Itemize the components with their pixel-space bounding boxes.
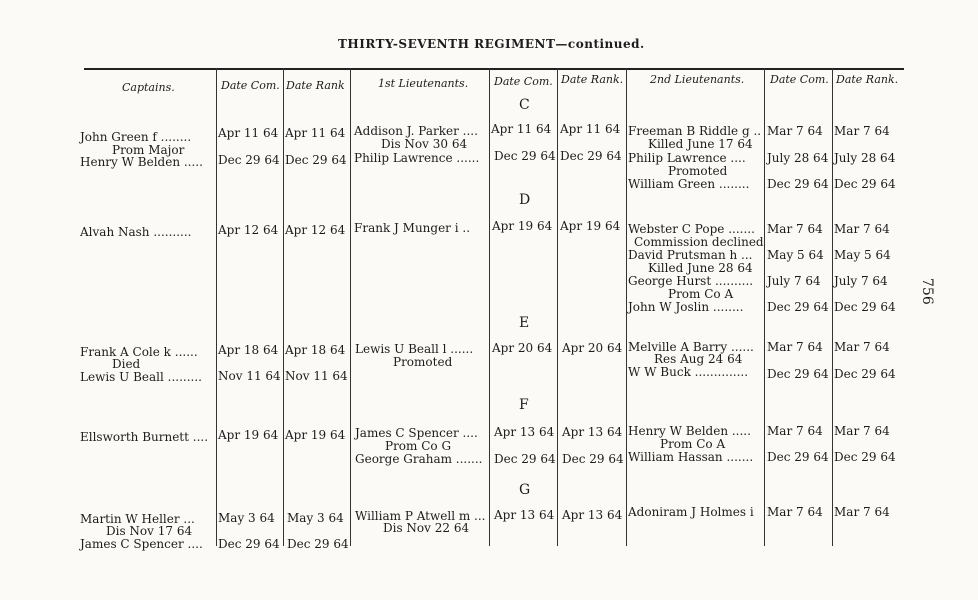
captain-name: John Green f ........	[80, 130, 192, 144]
captain-date-rank: Nov 11 64	[285, 369, 348, 383]
first-lt-date-rank: Apr 11 64	[560, 122, 621, 136]
second-lt-date-rank: May 5 64	[834, 248, 891, 262]
second-lt-name: George Hurst ..........	[628, 274, 754, 288]
second-lt-date-rank: Mar 7 64	[834, 124, 890, 138]
second-lt-date-rank: Mar 7 64	[834, 424, 890, 438]
first-lt-name: Addison J. Parker ....	[354, 124, 478, 138]
first-lt-date-com: Dec 29 64	[494, 149, 556, 163]
second-lt-date-com: Dec 29 64	[767, 300, 829, 314]
first-lt-name: Lewis U Beall l ......	[355, 342, 474, 356]
page-title: THIRTY-SEVENTH REGIMENT—continued.	[338, 37, 645, 51]
captain-note: Dis Nov 17 64	[106, 524, 193, 538]
second-lt-date-rank: July 28 64	[834, 151, 896, 165]
captain-date-rank: Dec 29 64	[285, 153, 347, 167]
first-lt-note: Dis Nov 30 64	[381, 137, 468, 151]
second-lt-note: Prom Co A	[660, 437, 726, 451]
captain-name: Henry W Belden .....	[80, 155, 203, 169]
column-divider	[832, 68, 833, 546]
header-date-com: Date Com.	[221, 79, 280, 92]
first-lt-note: Dis Nov 22 64	[383, 521, 470, 535]
company-letter: C	[519, 97, 530, 113]
second-lt-date-com: May 5 64	[767, 248, 824, 262]
first-lt-name: William P Atwell m ...	[355, 509, 486, 523]
captain-date-com: Dec 29 64	[218, 153, 280, 167]
header-captains: Captains.	[122, 81, 175, 94]
first-lt-date-rank: Dec 29 64	[560, 149, 622, 163]
second-lt-date-com: July 28 64	[767, 151, 829, 165]
captain-date-rank: Apr 11 64	[285, 126, 346, 140]
second-lt-name: Melville A Barry ......	[628, 340, 754, 354]
captain-date-rank: Apr 18 64	[285, 343, 346, 357]
first-lt-date-com: Apr 11 64	[491, 122, 552, 136]
captain-date-com: May 3 64	[218, 511, 275, 525]
captain-date-com: Apr 18 64	[218, 343, 279, 357]
first-lt-date-com: Dec 29 64	[494, 452, 556, 466]
header-date-com: Date Com.	[494, 75, 553, 88]
second-lt-date-rank: July 7 64	[834, 274, 888, 288]
captain-date-rank: Dec 29 64	[287, 537, 349, 551]
captain-date-com: Apr 11 64	[218, 126, 279, 140]
header-date-rank: Date Rank	[286, 79, 345, 92]
captain-name: Martin W Heller ...	[80, 512, 195, 526]
first-lt-date-com: Apr 13 64	[494, 508, 555, 522]
first-lt-note: Prom Co G	[385, 439, 452, 453]
second-lt-date-com: July 7 64	[767, 274, 821, 288]
second-lt-name: Adoniram J Holmes i	[628, 505, 754, 519]
column-divider	[557, 68, 558, 546]
second-lt-date-com: Mar 7 64	[767, 424, 823, 438]
first-lt-date-rank: Apr 13 64	[562, 508, 623, 522]
captain-date-com: Nov 11 64	[218, 369, 281, 383]
second-lt-date-rank: Mar 7 64	[834, 340, 890, 354]
first-lt-date-rank: Apr 13 64	[562, 425, 623, 439]
second-lt-name: W W Buck ..............	[628, 365, 749, 379]
captain-date-rank: Apr 12 64	[285, 223, 346, 237]
captain-date-com: Apr 12 64	[218, 223, 279, 237]
second-lt-date-rank: Dec 29 64	[834, 300, 896, 314]
captain-name: Lewis U Beall .........	[80, 370, 202, 384]
second-lt-note: Res Aug 24 64	[654, 352, 743, 366]
captain-date-com: Dec 29 64	[218, 537, 280, 551]
table-top-rule	[84, 68, 904, 70]
second-lt-name: David Prutsman h ...	[628, 248, 753, 262]
first-lt-date-rank: Apr 20 64	[562, 341, 623, 355]
first-lt-name: George Graham .......	[355, 452, 483, 466]
first-lt-name: Frank J Munger i ..	[354, 221, 471, 235]
captain-note: Died	[112, 357, 141, 371]
second-lt-date-com: Dec 29 64	[767, 177, 829, 191]
column-divider	[626, 68, 627, 546]
second-lt-date-rank: Dec 29 64	[834, 367, 896, 381]
second-lt-name: John W Joslin ........	[628, 300, 744, 314]
company-letter: E	[519, 315, 530, 331]
captain-date-rank: May 3 64	[287, 511, 344, 525]
column-divider	[216, 68, 217, 546]
second-lt-date-com: Mar 7 64	[767, 222, 823, 236]
first-lt-name: James C Spencer ....	[355, 426, 478, 440]
second-lt-date-com: Dec 29 64	[767, 450, 829, 464]
column-divider	[489, 68, 490, 546]
company-letter: F	[519, 397, 529, 413]
first-lt-date-rank: Apr 19 64	[560, 219, 621, 233]
second-lt-name: William Hassan .......	[628, 450, 754, 464]
second-lt-date-com: Mar 7 64	[767, 340, 823, 354]
company-letter: G	[519, 482, 531, 498]
second-lt-date-rank: Mar 7 64	[834, 505, 890, 519]
captain-date-com: Apr 19 64	[218, 428, 279, 442]
header-date-com: Date Com.	[770, 73, 829, 86]
captain-note: Prom Major	[112, 143, 185, 157]
second-lt-note: Killed June 28 64	[648, 261, 753, 275]
second-lt-name: Freeman B Riddle g ..	[628, 124, 762, 138]
captain-date-rank: Apr 19 64	[285, 428, 346, 442]
second-lt-name: Henry W Belden .....	[628, 424, 751, 438]
header-date-rank: Date Rank.	[836, 73, 899, 86]
header-first-lieutenants: 1st Lieutenants.	[378, 77, 469, 90]
column-divider	[350, 68, 351, 546]
second-lt-name: Webster C Pope .......	[628, 222, 755, 236]
second-lt-note: Commission declined	[634, 235, 764, 249]
second-lt-date-com: Mar 7 64	[767, 124, 823, 138]
column-divider	[283, 68, 284, 546]
captain-name: Alvah Nash ..........	[80, 225, 192, 239]
header-second-lieutenants: 2nd Lieutenants.	[650, 73, 745, 86]
page-number: 756	[919, 278, 935, 305]
second-lt-note: Prom Co A	[668, 287, 734, 301]
captain-name: James C Spencer ....	[80, 537, 203, 551]
first-lt-date-com: Apr 19 64	[492, 219, 553, 233]
second-lt-note: Promoted	[668, 164, 728, 178]
first-lt-note: Promoted	[393, 355, 453, 369]
second-lt-date-rank: Mar 7 64	[834, 222, 890, 236]
captain-name: Frank A Cole k ......	[80, 345, 198, 359]
captain-name: Ellsworth Burnett ....	[80, 430, 209, 444]
second-lt-name: William Green ........	[628, 177, 750, 191]
first-lt-date-rank: Dec 29 64	[562, 452, 624, 466]
company-letter: D	[519, 192, 531, 208]
second-lt-date-rank: Dec 29 64	[834, 450, 896, 464]
first-lt-date-com: Apr 13 64	[494, 425, 555, 439]
header-date-rank: Date Rank.	[561, 73, 624, 86]
first-lt-name: Philip Lawrence ......	[354, 151, 480, 165]
second-lt-name: Philip Lawrence ....	[628, 151, 746, 165]
column-divider	[764, 68, 765, 546]
second-lt-date-com: Mar 7 64	[767, 505, 823, 519]
first-lt-date-com: Apr 20 64	[492, 341, 553, 355]
second-lt-date-rank: Dec 29 64	[834, 177, 896, 191]
second-lt-date-com: Dec 29 64	[767, 367, 829, 381]
second-lt-note: Killed June 17 64	[648, 137, 753, 151]
